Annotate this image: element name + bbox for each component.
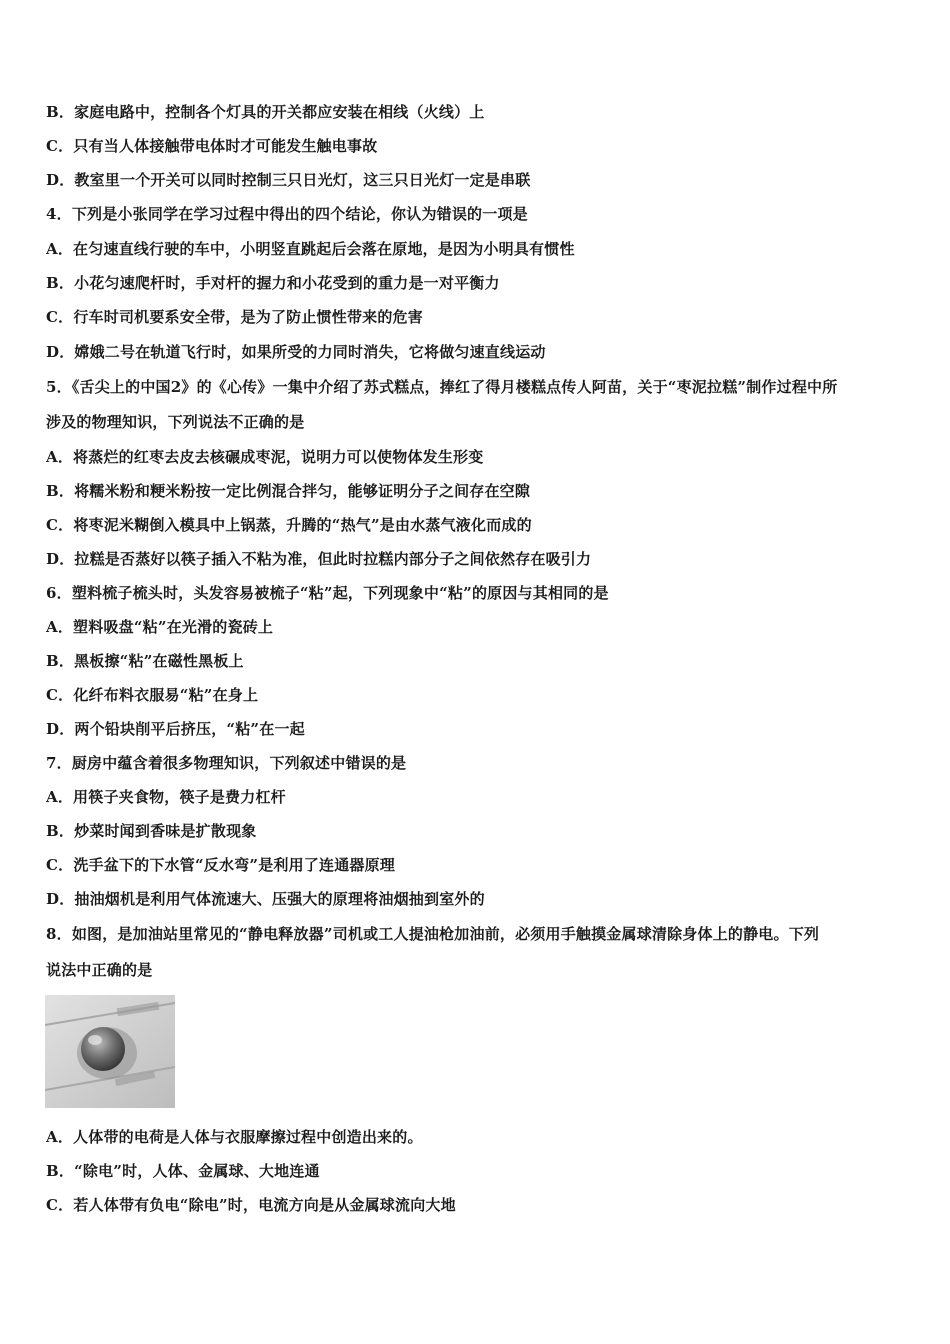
static-discharger-illustration [45, 995, 175, 1108]
option-7D: D．抽油烟机是利用气体流速大、压强大的原理将油烟抽到室外的 [46, 890, 485, 908]
option-3B: B．家庭电路中，控制各个灯具的开关都应安装在相线（火线）上 [46, 103, 485, 121]
option-4A: A．在匀速直线行驶的车中，小明竖直跳起后会落在原地，是因为小明具有惯性 [46, 240, 575, 258]
option-7C: C．洗手盆下的下水管“反水弯”是利用了连通器原理 [46, 856, 395, 874]
option-8B: B．“除电”时，人体、金属球、大地连通 [46, 1162, 320, 1180]
option-5A: A．将蒸烂的红枣去皮去核碾成枣泥，说明力可以使物体发生形变 [46, 448, 484, 466]
option-4D: D．嫦娥二号在轨道飞行时，如果所受的力同时消失，它将做匀速直线运动 [46, 343, 546, 361]
option-6A: A．塑料吸盘“粘”在光滑的瓷砖上 [46, 618, 274, 636]
question-8-stem-cont: 说法中正确的是 [46, 961, 153, 979]
question-5-stem-cont: 涉及的物理知识，下列说法不正确的是 [46, 413, 305, 431]
option-7B: B．炒菜时闻到香味是扩散现象 [46, 822, 257, 840]
option-6C: C．化纤布料衣服易“粘”在身上 [46, 686, 259, 704]
option-7A: A．用筷子夹食物，筷子是费力杠杆 [46, 788, 286, 806]
question-8-stem: 8．如图，是加油站里常见的“静电释放器”司机或工人提油枪加油前，必须用手触摸金属球清除身体上的静电。下列 [46, 925, 820, 943]
static-discharger-photo [45, 995, 175, 1108]
option-3D: D．教室里一个开关可以同时控制三只日光灯，这三只日光灯一定是串联 [46, 171, 531, 189]
option-3C: C．只有当人体接触带电体时才可能发生触电事故 [46, 137, 378, 155]
option-6B: B．黑板擦“粘”在磁性黑板上 [46, 652, 244, 670]
option-5D: D．拉糕是否蒸好以筷子插入不粘为准，但此时拉糕内部分子之间依然存在吸引力 [46, 550, 592, 568]
question-6-stem: 6．塑料梳子梳头时，头发容易被梳子“粘”起，下列现象中“粘”的原因与其相同的是 [46, 584, 609, 602]
option-5B: B．将糯米粉和粳米粉按一定比例混合拌匀，能够证明分子之间存在空隙 [46, 482, 531, 500]
option-8C: C．若人体带有负电“除电”时，电流方向是从金属球流向大地 [46, 1196, 456, 1214]
option-4B: B．小花匀速爬杆时，手对杆的握力和小花受到的重力是一对平衡力 [46, 274, 500, 292]
option-4C: C．行车时司机要系安全带，是为了防止惯性带来的危害 [46, 308, 423, 326]
option-8A: A．人体带的电荷是人体与衣服摩擦过程中创造出来的。 [46, 1128, 423, 1146]
question-7-stem: 7．厨房中蕴含着很多物理知识，下列叙述中错误的是 [46, 754, 407, 772]
question-4-stem: 4．下列是小张同学在学习过程中得出的四个结论，你认为错误的一项是 [46, 205, 528, 223]
option-6D: D．两个铅块削平后挤压，“粘”在一起 [46, 720, 305, 738]
option-5C: C．将枣泥米糊倒入模具中上锅蒸，升腾的“热气”是由水蒸气液化而成的 [46, 516, 532, 534]
question-5-stem: 5．《舌尖上的中国2》的《心传》一集中介绍了苏式糕点，捧红了得月楼糕点传人阿苗，关于“枣泥拉糕”制作过程中所 [46, 378, 838, 396]
